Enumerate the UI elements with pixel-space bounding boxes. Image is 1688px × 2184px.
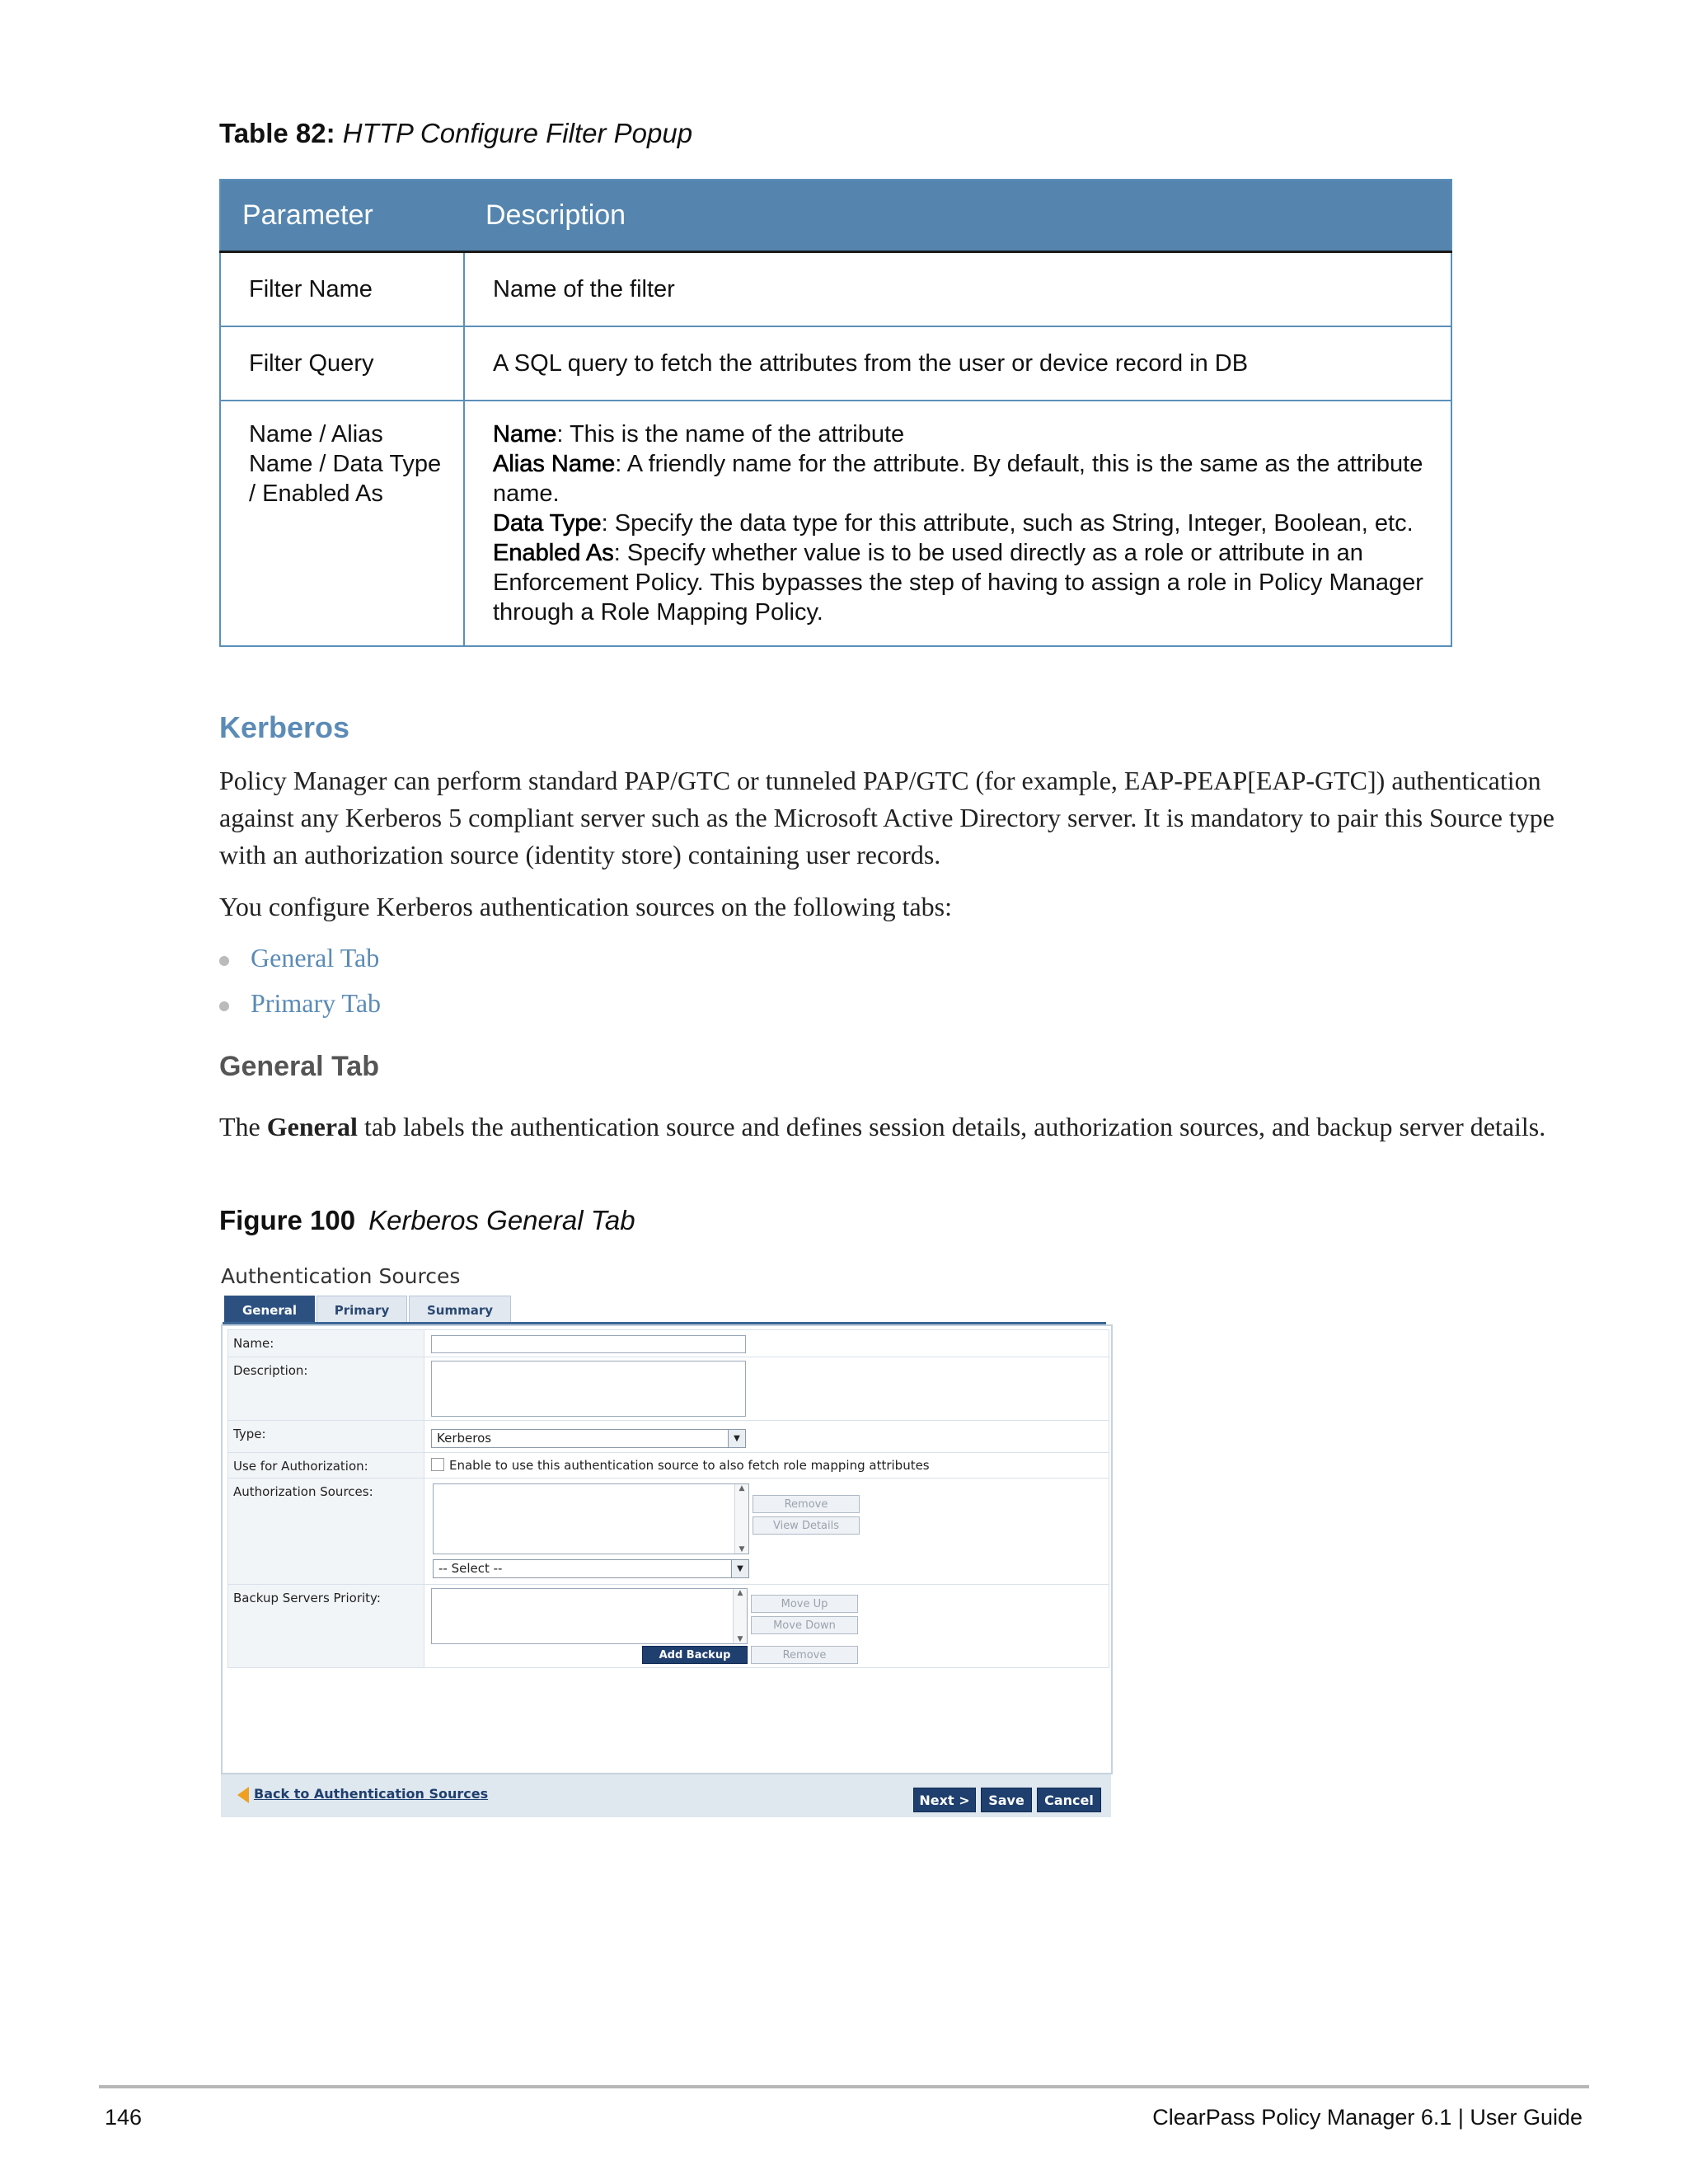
kerberos-paragraph-1: Policy Manager can perform standard PAP/GTC or tunneled PAP/GTC (for example, EAP-PEAP[EAP-GTC]) authentication against any Kerberos 5 compliant server such as the Microsoft Active Directory server. It is mandatory to pair this Source type with an authorization source (identity store) containing user records. [219, 766, 1554, 869]
move-down-button[interactable]: Move Down [751, 1616, 858, 1634]
label-use-for-authorization: Use for Authorization: [228, 1453, 424, 1478]
desc-term: Data Type [493, 510, 602, 537]
desc-item [493, 538, 1426, 627]
form-row-authorization-sources [227, 1478, 1109, 1585]
label-authorization-sources: Authorization Sources: [228, 1479, 424, 1584]
form-panel [221, 1324, 1113, 1774]
tab-general[interactable]: General [224, 1296, 315, 1323]
desc-text: : Specify the data type for this attribute, such as String, Integer, Boolean, etc. [601, 510, 1414, 537]
table-cell-desc: A SQL query to fetch the attributes from the user or device record in DB [464, 326, 1451, 401]
parameter-table [219, 179, 1452, 647]
label-type: Type: [228, 1421, 424, 1452]
table-caption [219, 118, 692, 149]
table-cell-desc [464, 401, 1451, 646]
remove-backup-button[interactable]: Remove [751, 1646, 858, 1664]
scrollbar[interactable] [734, 1484, 748, 1554]
table-cell-param: Filter Name [220, 252, 464, 327]
desc-term: Name [493, 421, 557, 448]
scroll-down-icon[interactable]: ▼ [737, 1635, 743, 1643]
select-value: -- Select -- [438, 1561, 503, 1576]
para-rest: tab labels the authentication source and defines session details, authorization sources, and backup server details. [357, 1112, 1546, 1141]
use-for-authorization-checkbox[interactable] [431, 1458, 444, 1471]
form-row-description [227, 1357, 1109, 1421]
figure-title: Kerberos General Tab [368, 1205, 635, 1235]
bullet-icon [219, 956, 229, 966]
para-prefix: The [219, 1112, 267, 1141]
footer-rule [99, 2085, 1589, 2088]
move-up-button[interactable]: Move Up [751, 1595, 858, 1613]
description-textarea[interactable] [431, 1361, 746, 1417]
section-heading-kerberos: Kerberos [219, 710, 350, 744]
name-input[interactable] [431, 1335, 746, 1353]
next-button[interactable]: Next > [913, 1788, 976, 1812]
cancel-button[interactable]: Cancel [1037, 1788, 1101, 1812]
screen-title: Authentication Sources [221, 1264, 461, 1288]
value-cell [426, 1479, 1109, 1584]
use-for-authorization-text: Enable to use this authentication source to also fetch role mapping attributes [449, 1458, 930, 1473]
scroll-down-icon[interactable]: ▼ [738, 1545, 745, 1554]
add-backup-button[interactable]: Add Backup [642, 1646, 748, 1664]
kerberos-general-tab-screenshot [219, 1259, 1114, 1828]
dropdown-arrow-icon: ▼ [731, 1560, 748, 1577]
general-tab-paragraph [219, 1108, 1571, 1146]
back-arrow-icon [237, 1787, 249, 1803]
table-cell-desc: Name of the filter [464, 252, 1451, 327]
scroll-up-icon[interactable]: ▲ [737, 1589, 743, 1597]
value-cell [426, 1357, 1109, 1420]
tab-primary[interactable]: Primary [316, 1296, 407, 1323]
table-number: Table 82: [219, 118, 335, 148]
form-row-type [227, 1420, 1109, 1453]
label-name: Name: [228, 1330, 424, 1357]
table-cell-param: Name / Alias Name / Data Type / Enabled As [220, 401, 464, 646]
backup-servers-list[interactable] [431, 1588, 748, 1644]
table-header-description: Description [464, 180, 1451, 252]
scroll-up-icon[interactable]: ▲ [738, 1484, 745, 1493]
desc-term: Alias Name [493, 451, 616, 477]
document-title: ClearPass Policy Manager 6.1 | User Guide [1152, 2105, 1582, 2130]
form-footer [221, 1773, 1111, 1817]
back-link-label: Back to Authentication Sources [254, 1786, 489, 1802]
back-to-authentication-sources-link[interactable] [237, 1786, 488, 1803]
desc-item [493, 419, 1426, 449]
label-description: Description: [228, 1357, 424, 1420]
para-bold: General [266, 1112, 358, 1141]
link-primary-tab[interactable]: Primary Tab [251, 988, 382, 1018]
figure-caption [219, 1205, 635, 1236]
table-row [220, 252, 1451, 327]
desc-text: : Specify whether value is to be used directly as a role or attribute in an Enforcement Policy. This bypasses the step of having to assign a role in Policy Manager through a Role Mapping Policy. [493, 540, 1423, 626]
value-cell [426, 1585, 1109, 1667]
table-cell-param: Filter Query [220, 326, 464, 401]
save-button[interactable]: Save [981, 1788, 1032, 1812]
bullet-icon [219, 1001, 229, 1011]
scrollbar[interactable] [733, 1589, 747, 1643]
desc-item [493, 449, 1426, 509]
figure-number: Figure 100 [219, 1205, 356, 1235]
table-row [220, 326, 1451, 401]
type-select-value: Kerberos [437, 1431, 492, 1446]
kerberos-paragraph-2: You configure Kerberos authentication sources on the following tabs: [219, 892, 952, 921]
value-cell [426, 1453, 1109, 1478]
dropdown-arrow-icon: ▼ [728, 1430, 745, 1447]
link-general-tab[interactable]: General Tab [251, 943, 380, 972]
desc-term: Enabled As [493, 540, 614, 566]
page-number: 146 [105, 2105, 143, 2130]
authorization-source-select[interactable] [433, 1559, 749, 1578]
label-backup-servers-priority: Backup Servers Priority: [228, 1585, 424, 1667]
subheading-general-tab: General Tab [219, 1051, 379, 1082]
view-details-button[interactable]: View Details [753, 1516, 860, 1535]
table-row [220, 401, 1451, 646]
desc-item [493, 509, 1426, 538]
type-select[interactable] [431, 1429, 746, 1448]
form-row-backup-servers [227, 1584, 1109, 1668]
desc-text: : This is the name of the attribute [556, 421, 905, 448]
tab-summary[interactable]: Summary [409, 1296, 511, 1323]
form-row-use-for-authorization [227, 1452, 1109, 1479]
bullet-primary-tab[interactable] [219, 988, 381, 1019]
bullet-general-tab[interactable] [219, 943, 379, 973]
table-title: HTTP Configure Filter Popup [342, 118, 693, 148]
value-cell [426, 1421, 1109, 1452]
table-header-parameter: Parameter [220, 180, 464, 252]
remove-button[interactable]: Remove [753, 1495, 860, 1513]
desc-text: : A friendly name for the attribute. By default, this is the same as the attribute name. [493, 451, 1423, 507]
form-row-name [227, 1329, 1109, 1357]
authorization-sources-list[interactable] [433, 1483, 749, 1554]
value-cell [426, 1330, 1109, 1357]
